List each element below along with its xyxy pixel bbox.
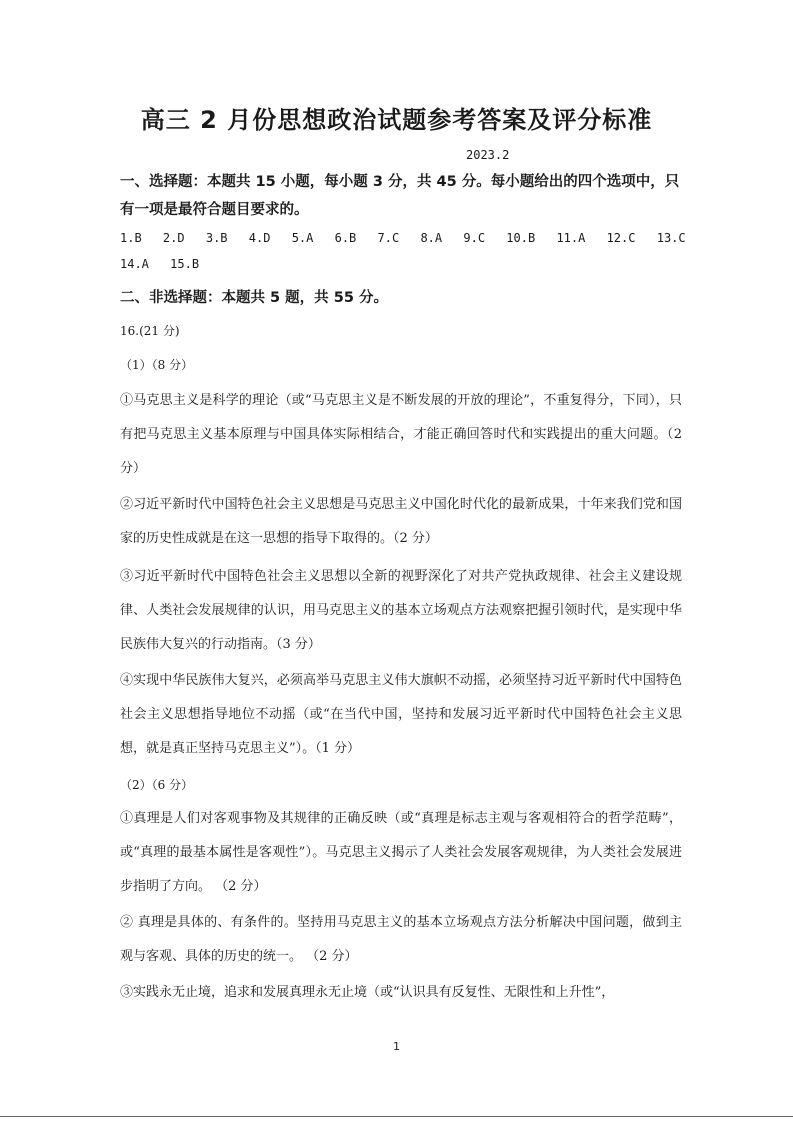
answer-item: 9.C (463, 231, 486, 245)
answer-item: 4.D (248, 231, 271, 245)
answer-paragraph: ①真理是人们对客观事物及其规律的正确反映（或“真理是标志主观与客观相符合的哲学范畴”，或“真理的最基本属性是客观性”）。马克思主义揭示了人类社会发展客观规律，为人类社会发展进步指明了方向。 （2 分） (120, 811, 682, 894)
question-16-part1-label: （1）（8 分） (120, 358, 194, 372)
answer-item: 1.B (120, 231, 142, 245)
answer-paragraph: ③实践永无止境，追求和发展真理永无止境（或“认识具有反复性、无限性和上升性”， (120, 985, 615, 1000)
answer-item: 8.A (420, 231, 443, 245)
answer-paragraph: ② 真理是具体的、有条件的。坚持用马克思主义的基本立场观点方法分析解决中国问题，做到主观与客观、具体的历史的统一。 （2 分） (120, 915, 682, 964)
answer-item: 14.A (120, 257, 149, 271)
answer-key-list (120, 225, 700, 277)
answer-item: 7.C (377, 231, 400, 245)
answer-paragraph: ②习近平新时代中国特色社会主义思想是马克思主义中国化时代化的最新成果，十年来我们党和国家的历史性成就是在这一思想的指导下取得的。（2 分） (120, 497, 682, 546)
section1-heading: 一、选择题：本题共 15 小题，每小题 3 分，共 45 分。每小题给出的四个选项中，只有一项是最符合题目要求的。 (120, 174, 680, 218)
page-number: 1 (393, 1040, 400, 1053)
answer-item: 11.A (556, 231, 586, 245)
answer-item: 3.B (205, 231, 228, 245)
answer-item: 10.B (506, 231, 536, 245)
answer-paragraph: ③习近平新时代中国特色社会主义思想以全新的视野深化了对共产党执政规律、社会主义建设规律、人类社会发展规律的认识，用马克思主义的基本立场观点方法观察把握引领时代，是实现中华民族伟大复兴的行动指南。（3 分） (120, 569, 682, 652)
answer-paragraph: ④实现中华民族伟大复兴，必须高举马克思主义伟大旗帜不动摇，必须坚持习近平新时代中国特色社会主义思想指导地位不动摇（或“在当代中国，坚持和发展习近平新时代中国特色社会主义思想，就是真正坚持马克思主义”）。（1 分） (120, 673, 682, 756)
document-date: 2023.2 (466, 148, 510, 162)
section2-heading: 二、非选择题：本题共 5 题，共 55 分。 (120, 290, 388, 306)
answer-item: 12.C (606, 231, 636, 245)
answer-item: 2.D (162, 231, 185, 245)
question-16-part2-label: （2）（6 分） (120, 778, 194, 792)
answer-paragraph: ①马克思主义是科学的理论（或“马克思主义是不断发展的开放的理论”，不重复得分，下同），只有把马克思主义基本原理与中国具体实际相结合，才能正确回答时代和实践提出的重大问题。（2 分） (120, 393, 682, 476)
answer-item: 6.B (334, 231, 357, 245)
page-bottom-divider (0, 1116, 793, 1117)
answer-item: 5.A (291, 231, 314, 245)
question-16-label: 16.(21 分) (120, 324, 180, 338)
answer-item: 13.C (656, 231, 686, 245)
page-title: 高三 2 月份思想政治试题参考答案及评分标准 (140, 106, 653, 134)
answer-item: 15.B (170, 257, 200, 271)
